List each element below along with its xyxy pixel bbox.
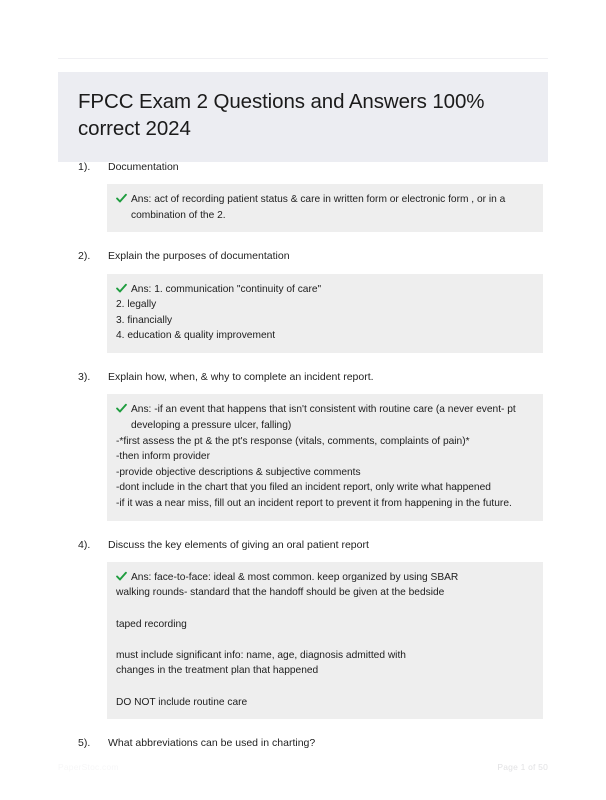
answer-line: 3. financially <box>116 314 173 326</box>
question-text: Discuss the key elements of giving an oral patient report <box>108 538 369 551</box>
answer-line <box>116 632 534 648</box>
green-check-icon <box>116 403 127 414</box>
question-row <box>0 249 606 264</box>
answer-line: -*first assess the pt & the pt's response (vitals, comments, complaints of pain)* <box>116 435 470 447</box>
question-text: Documentation <box>108 161 179 173</box>
answer-line: -dont include in the chart that you filed an incident report, only write what happened <box>116 482 491 494</box>
question-answer-list <box>0 160 606 768</box>
answer-line: must include significant info: name, age, diagnosis admitted with <box>116 649 406 661</box>
green-check-icon <box>116 283 127 294</box>
answer-line: taped recording <box>116 618 187 630</box>
question-number: 1). <box>78 161 91 173</box>
answer-line: walking rounds- standard that the handoff should be given at the bedside <box>116 587 445 599</box>
watermark-text: PaperStoc.com <box>58 762 119 772</box>
answer-box <box>107 274 543 353</box>
question-answer-item <box>0 160 606 232</box>
question-number: 2). <box>78 250 91 263</box>
answer-line-text: Ans: face-to-face: ideal & most common. keep organized by using SBAR <box>131 571 459 583</box>
answer-line <box>116 601 534 617</box>
answer-line: -provide objective descriptions & subjective comments <box>116 466 361 478</box>
answer-line: 4. education & quality improvement <box>116 330 276 342</box>
question-text: Explain how, when, & why to complete an incident report. <box>108 371 374 384</box>
answer-box <box>107 394 543 520</box>
page-title: FPCC Exam 2 Questions and Answers 100% correct 2024 <box>58 72 548 162</box>
question-row <box>0 538 606 553</box>
answer-line-text: Ans: -if an event that happens that isn't consistent with routine care (a never event- pt developing a pressure ulcer, falling) <box>131 404 519 431</box>
question-number: 5). <box>78 737 91 750</box>
green-check-icon <box>116 193 127 204</box>
answer-line-text: Ans: 1. communication "continuity of care" <box>131 283 322 295</box>
question-text: Explain the purposes of documentation <box>108 250 290 263</box>
question-row <box>0 160 606 175</box>
page-number-label: Page 1 of 50 <box>497 762 548 772</box>
question-answer-item <box>0 370 606 520</box>
answer-line <box>116 570 534 586</box>
page-footer <box>0 762 606 778</box>
question-answer-item <box>0 736 606 751</box>
answer-line <box>116 402 534 433</box>
answer-line: 2. legally <box>116 299 157 311</box>
page-top-divider <box>58 58 548 59</box>
answer-line-text: Ans: act of recording patient status & care in written form or electronic form , or in a combination of the 2. <box>131 194 509 221</box>
answer-box <box>107 184 543 232</box>
answer-box <box>107 562 543 719</box>
question-answer-item <box>0 538 606 720</box>
green-check-icon <box>116 571 127 582</box>
answer-line: changes in the treatment plan that happened <box>116 665 319 677</box>
question-row <box>0 736 606 751</box>
answer-line: -if it was a near miss, fill out an incident report to prevent it from happening in the future. <box>116 497 512 509</box>
answer-line: DO NOT include routine care <box>116 696 248 708</box>
question-text: What abbreviations can be used in charting? <box>108 737 316 750</box>
question-number: 4). <box>78 538 91 551</box>
question-row <box>0 370 606 385</box>
question-number: 3). <box>78 371 91 384</box>
answer-line <box>116 679 534 695</box>
question-answer-item <box>0 249 606 353</box>
answer-line <box>116 282 534 298</box>
answer-line: -then inform provider <box>116 451 210 463</box>
answer-line <box>116 192 534 223</box>
